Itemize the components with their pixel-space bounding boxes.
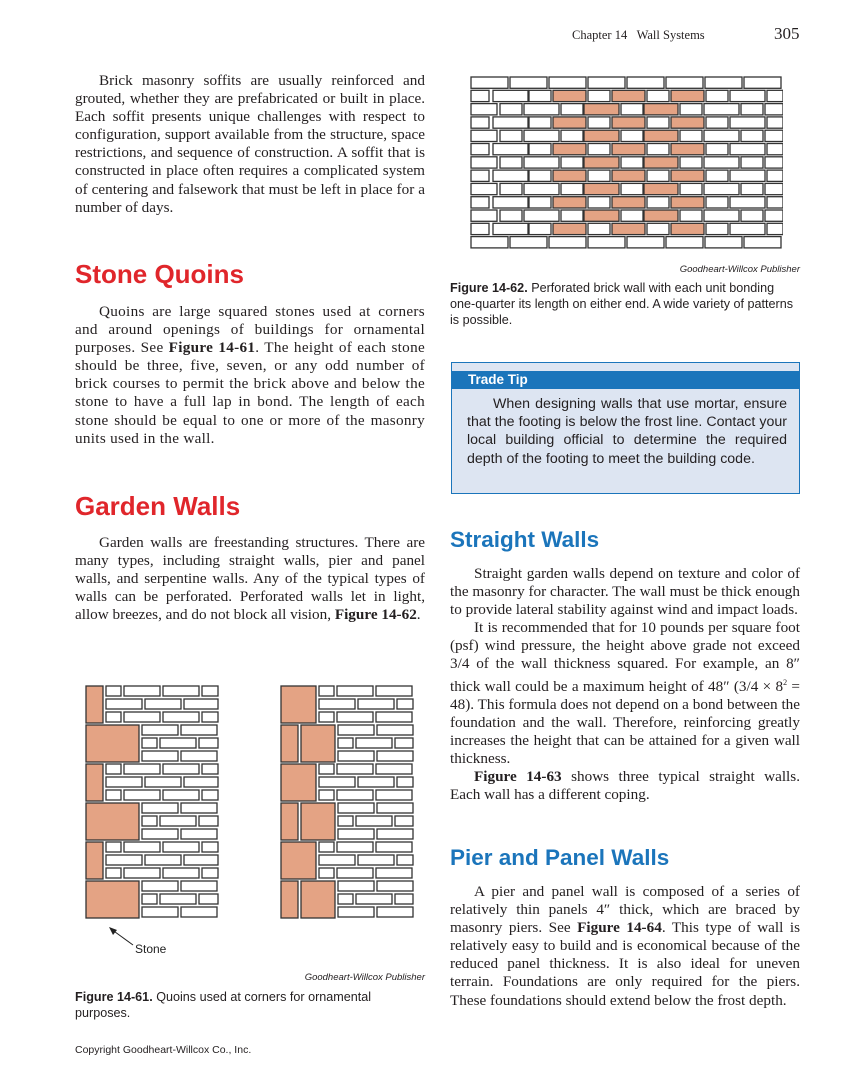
brick	[184, 699, 218, 709]
brick	[202, 868, 218, 878]
heading-garden-walls: Garden Walls	[75, 491, 241, 521]
perforated-brick	[612, 223, 645, 234]
fig61-credit: Goodheart-Willcox Publisher	[304, 972, 425, 983]
perforated-brick	[553, 170, 586, 181]
paragraph: It is recommended that for 10 pounds per square foot (psf) wind pressure, the height above grade not exceed 3/4 of the wall thickness squared. For example, an 8″ thick wall could be a maximum height of 48″ $(3/4 \times 8^2 = 48)$. This formula does not depend on a bond between the foundation and the wall. Therefore, reinforcing greatly increases the height that can be attained for a given wall thickness.	[450, 619, 800, 767]
brick	[338, 816, 353, 826]
brick	[319, 686, 334, 696]
brick	[471, 237, 508, 248]
brick	[471, 90, 489, 101]
brick	[319, 790, 334, 800]
brick	[337, 764, 373, 774]
brick	[744, 237, 781, 248]
brick	[142, 907, 178, 917]
perforated-brick	[644, 183, 678, 194]
brick	[524, 157, 559, 168]
brick	[142, 881, 178, 891]
brick	[765, 104, 783, 115]
brick	[730, 117, 765, 128]
brick	[356, 816, 392, 826]
brick	[621, 104, 643, 115]
page-number: 305	[774, 24, 800, 43]
brick	[163, 686, 199, 696]
brick	[181, 803, 217, 813]
running-header	[572, 28, 705, 43]
brick	[561, 157, 583, 168]
brick	[395, 894, 413, 904]
brick	[730, 197, 765, 208]
perforated-brick	[584, 157, 619, 168]
brick	[202, 764, 218, 774]
brick	[524, 130, 559, 141]
brick	[395, 738, 413, 748]
figure-ref: Figure 14-61	[168, 339, 256, 357]
brick	[202, 842, 218, 852]
brick	[358, 777, 394, 787]
brick	[706, 223, 728, 234]
brick	[397, 699, 413, 709]
brick	[500, 130, 522, 141]
pier-panel-paragraph: A pier and panel wall is composed of a series of relatively thin panels 4″ thick, which are braced by masonry piers. See Figure 14-64. This type of wall is relatively easy to build and is economical because of the reduced panel thickness. It is also ideal for uneven terrain. Foundations are only required for the piers. These foundations should extend below the frost depth.	[450, 883, 800, 1009]
brick	[199, 894, 218, 904]
perforated-brick	[612, 197, 645, 208]
brick	[202, 790, 218, 800]
brick	[471, 223, 489, 234]
fig62-caption: Figure 14-62. Perforated brick wall with each unit bonding one-quarter its length on either end. A wide variety of patterns is possible.	[450, 281, 794, 327]
brick	[181, 881, 217, 891]
brick	[529, 170, 551, 181]
brick	[160, 894, 196, 904]
perforated-brick	[671, 223, 704, 234]
brick	[706, 90, 728, 101]
brick	[145, 855, 181, 865]
perforated-brick	[584, 130, 619, 141]
brick	[202, 686, 218, 696]
brick	[647, 90, 669, 101]
brick	[741, 130, 763, 141]
brick	[588, 144, 610, 155]
brick	[106, 699, 142, 709]
brick	[680, 130, 702, 141]
brick	[471, 104, 497, 115]
brick	[471, 157, 497, 168]
brick	[471, 210, 497, 221]
brick	[319, 842, 334, 852]
brick	[471, 117, 489, 128]
brick	[356, 738, 392, 748]
brick	[338, 725, 374, 735]
brick	[647, 170, 669, 181]
brick	[124, 842, 160, 852]
trade-tip-box	[451, 362, 800, 494]
brick	[704, 183, 739, 194]
quoin-stone	[86, 803, 139, 840]
perforated-brick	[671, 90, 704, 101]
brick	[376, 842, 412, 852]
brick	[765, 130, 783, 141]
brick	[376, 686, 412, 696]
brick	[376, 868, 412, 878]
quoin-stone	[281, 842, 316, 879]
brick	[163, 790, 199, 800]
quoin-stone	[281, 686, 316, 723]
brick	[338, 803, 374, 813]
quoin-stone	[281, 725, 298, 762]
brick	[680, 104, 702, 115]
perforated-brick	[644, 157, 678, 168]
brick	[767, 144, 783, 155]
brick	[106, 764, 121, 774]
brick	[561, 210, 583, 221]
brick	[338, 829, 374, 839]
brick	[377, 907, 413, 917]
brick	[199, 738, 218, 748]
quoin-stone	[301, 803, 335, 840]
brick	[549, 77, 586, 88]
brick	[705, 77, 742, 88]
quoin-stone	[281, 764, 316, 801]
brick	[767, 117, 783, 128]
brick	[767, 197, 783, 208]
perforated-brick	[612, 170, 645, 181]
brick	[493, 170, 528, 181]
brick	[163, 712, 199, 722]
perforated-brick	[612, 144, 645, 155]
brick	[627, 77, 664, 88]
perforated-brick	[644, 210, 678, 221]
brick	[741, 157, 763, 168]
brick	[529, 197, 551, 208]
brick	[395, 816, 413, 826]
brick	[588, 223, 610, 234]
brick	[471, 144, 489, 155]
brick	[356, 894, 392, 904]
brick	[106, 686, 121, 696]
brick	[397, 777, 413, 787]
brick	[124, 790, 160, 800]
perforated-brick	[584, 104, 619, 115]
brick	[163, 868, 199, 878]
brick	[319, 777, 355, 787]
perforated-brick	[671, 197, 704, 208]
brick	[337, 842, 373, 852]
brick	[181, 725, 217, 735]
brick	[500, 104, 522, 115]
brick	[319, 764, 334, 774]
brick	[500, 210, 522, 221]
brick	[202, 712, 218, 722]
perforated-brick	[553, 144, 586, 155]
brick	[493, 90, 528, 101]
brick	[142, 829, 178, 839]
trade-tip-body: When designing walls that use mortar, ensure that the footing is below the frost line. Contact your local building official to determine the required depth of the footing to meet the building code.	[467, 396, 787, 467]
brick	[124, 764, 160, 774]
brick	[145, 699, 181, 709]
brick	[493, 144, 528, 155]
quoin-stone	[86, 725, 139, 762]
perforated-brick	[644, 104, 678, 115]
perforated-brick	[553, 90, 586, 101]
brick	[621, 210, 643, 221]
perforated-brick	[584, 210, 619, 221]
brick	[741, 183, 763, 194]
trade-tip-title: Trade Tip	[452, 371, 799, 389]
brick	[181, 751, 217, 761]
brick	[765, 183, 783, 194]
brick	[765, 210, 783, 221]
quoin-stone	[301, 725, 335, 762]
brick	[160, 738, 196, 748]
fig61-caption: Figure 14-61. Quoins used at corners for ornamental purposes.	[75, 990, 372, 1020]
brick	[621, 183, 643, 194]
fig62-credit: Goodheart-Willcox Publisher	[679, 264, 800, 275]
quoin-stone	[86, 686, 103, 723]
heading-pier-panel-walls: Pier and Panel Walls	[450, 845, 670, 870]
brick	[184, 777, 218, 787]
brick	[377, 751, 413, 761]
perforated-brick	[553, 117, 586, 128]
brick	[704, 130, 739, 141]
perforated-brick	[553, 223, 586, 234]
brick	[744, 77, 781, 88]
brick	[376, 790, 412, 800]
brick	[471, 197, 489, 208]
brick	[145, 777, 181, 787]
brick	[142, 894, 157, 904]
brick	[160, 816, 196, 826]
figure-ref: Figure 14-62	[334, 606, 417, 624]
brick	[124, 712, 160, 722]
perforated-brick	[584, 183, 619, 194]
brick	[106, 842, 121, 852]
brick	[493, 117, 528, 128]
section-label: Wall Systems	[636, 28, 705, 42]
brick	[337, 712, 373, 722]
quoin-stone	[301, 881, 335, 918]
brick	[561, 130, 583, 141]
brick	[377, 725, 413, 735]
brick	[142, 738, 157, 748]
brick	[647, 223, 669, 234]
brick	[666, 237, 703, 248]
brick	[377, 829, 413, 839]
brick	[338, 894, 353, 904]
brick	[704, 104, 739, 115]
brick	[338, 881, 374, 891]
brick	[588, 77, 625, 88]
brick	[358, 855, 394, 865]
brick	[621, 130, 643, 141]
figure-14-61-quoins-illustration	[75, 680, 425, 955]
brick	[376, 764, 412, 774]
quoin-stone	[281, 803, 298, 840]
brick	[647, 197, 669, 208]
brick	[500, 157, 522, 168]
brick	[142, 816, 157, 826]
heading-stone-quoins: Stone Quoins	[75, 259, 244, 289]
paragraph: Figure 14-63 shows three typical straight walls. Each wall has a different coping.	[450, 768, 800, 804]
brick	[319, 855, 355, 865]
brick	[493, 223, 528, 234]
brick	[337, 868, 373, 878]
brick	[647, 144, 669, 155]
brick	[471, 183, 497, 194]
brick	[588, 170, 610, 181]
brick	[124, 868, 160, 878]
brick	[376, 712, 412, 722]
perforated-brick	[671, 117, 704, 128]
brick	[767, 170, 783, 181]
brick	[106, 855, 142, 865]
quoin-stone	[281, 881, 298, 918]
brick	[561, 183, 583, 194]
brick	[106, 790, 121, 800]
brick	[163, 764, 199, 774]
brick	[377, 881, 413, 891]
quoin-stone	[86, 881, 139, 918]
brick	[730, 90, 765, 101]
brick	[741, 210, 763, 221]
brick	[319, 699, 355, 709]
brick	[588, 90, 610, 101]
perforated-brick	[644, 130, 678, 141]
brick	[510, 237, 547, 248]
brick	[184, 855, 218, 865]
figure-14-62-perforated-wall	[468, 74, 783, 249]
brick	[767, 223, 783, 234]
brick	[142, 751, 178, 761]
brick	[471, 170, 489, 181]
brick	[561, 104, 583, 115]
brick	[704, 210, 739, 221]
brick	[767, 90, 783, 101]
brick	[529, 144, 551, 155]
brick	[319, 712, 334, 722]
brick	[181, 907, 217, 917]
brick	[706, 117, 728, 128]
brick	[338, 738, 353, 748]
garden-paragraph: Garden walls are freestanding structures. There are many types, including straight walls, pier and panel walls, and serpentine walls. Any of the typical types of walls can be perforated. Perforated walls let in light, allow breezes, and do not block all vision, Figure 14-62.	[75, 534, 425, 624]
brick	[338, 751, 374, 761]
brick	[588, 237, 625, 248]
brick	[142, 725, 178, 735]
brick	[706, 197, 728, 208]
brick	[647, 117, 669, 128]
paragraph: Straight garden walls depend on texture and color of the masonry for character. The wall must be thick enough to provide lateral stability against wind and impact loads.	[450, 565, 800, 619]
brick	[358, 699, 394, 709]
brick	[319, 868, 334, 878]
intro-paragraph: Brick masonry soffits are usually reinforced and grouted, whether they are prefabricated or built in place. Each soffit presents unique challenges with respect to configuration, support available from the structure, space restrictions, and sequence of construction. A soffit that is constructed in place often requires a complicated system of centering and falsework that must be left in place for a number of days.	[75, 72, 425, 216]
perforated-brick	[671, 144, 704, 155]
perforated-brick	[671, 170, 704, 181]
brick	[680, 157, 702, 168]
brick	[666, 77, 703, 88]
brick	[730, 223, 765, 234]
brick	[106, 777, 142, 787]
brick	[706, 144, 728, 155]
brick	[680, 210, 702, 221]
chapter-label: Chapter 14	[572, 28, 628, 42]
brick	[377, 803, 413, 813]
brick	[621, 157, 643, 168]
perforated-brick	[553, 197, 586, 208]
quoins-paragraph: Quoins are large squared stones used at corners and around openings of buildings for ornamental purposes. See Figure 14-61. The height of each stone should be three, five, seven, or any odd number of brick courses to permit the brick above and below the stone to have a full lap in bond. The length of each stone should be equal to one or more of the masonry units used in the wall.	[75, 303, 425, 447]
brick	[106, 868, 121, 878]
brick	[741, 104, 763, 115]
brick	[397, 855, 413, 865]
brick	[588, 197, 610, 208]
brick	[706, 170, 728, 181]
brick	[529, 223, 551, 234]
brick	[500, 183, 522, 194]
perforated-brick	[612, 117, 645, 128]
brick	[704, 157, 739, 168]
arrowhead-icon	[109, 927, 117, 935]
brick	[730, 170, 765, 181]
quoin-stone	[86, 764, 103, 801]
heading-straight-walls: Straight Walls	[450, 527, 600, 552]
brick	[680, 183, 702, 194]
brick	[337, 790, 373, 800]
brick	[493, 197, 528, 208]
brick	[524, 183, 559, 194]
brick	[106, 712, 121, 722]
brick	[529, 90, 551, 101]
brick	[627, 237, 664, 248]
copyright: Copyright Goodheart-Willcox Co., Inc.	[75, 1044, 252, 1056]
brick	[524, 210, 559, 221]
brick	[765, 157, 783, 168]
brick	[337, 686, 373, 696]
stone-label: Stone	[135, 942, 167, 955]
perforated-brick	[612, 90, 645, 101]
brick	[124, 686, 160, 696]
brick	[529, 117, 551, 128]
brick	[588, 117, 610, 128]
brick	[163, 842, 199, 852]
straight-walls-text	[450, 565, 800, 804]
brick	[199, 816, 218, 826]
brick	[181, 829, 217, 839]
brick	[705, 237, 742, 248]
brick	[471, 130, 497, 141]
brick	[338, 907, 374, 917]
brick	[549, 237, 586, 248]
quoin-stone	[86, 842, 103, 879]
brick	[471, 77, 508, 88]
brick	[730, 144, 765, 155]
brick	[510, 77, 547, 88]
brick	[142, 803, 178, 813]
brick	[524, 104, 559, 115]
